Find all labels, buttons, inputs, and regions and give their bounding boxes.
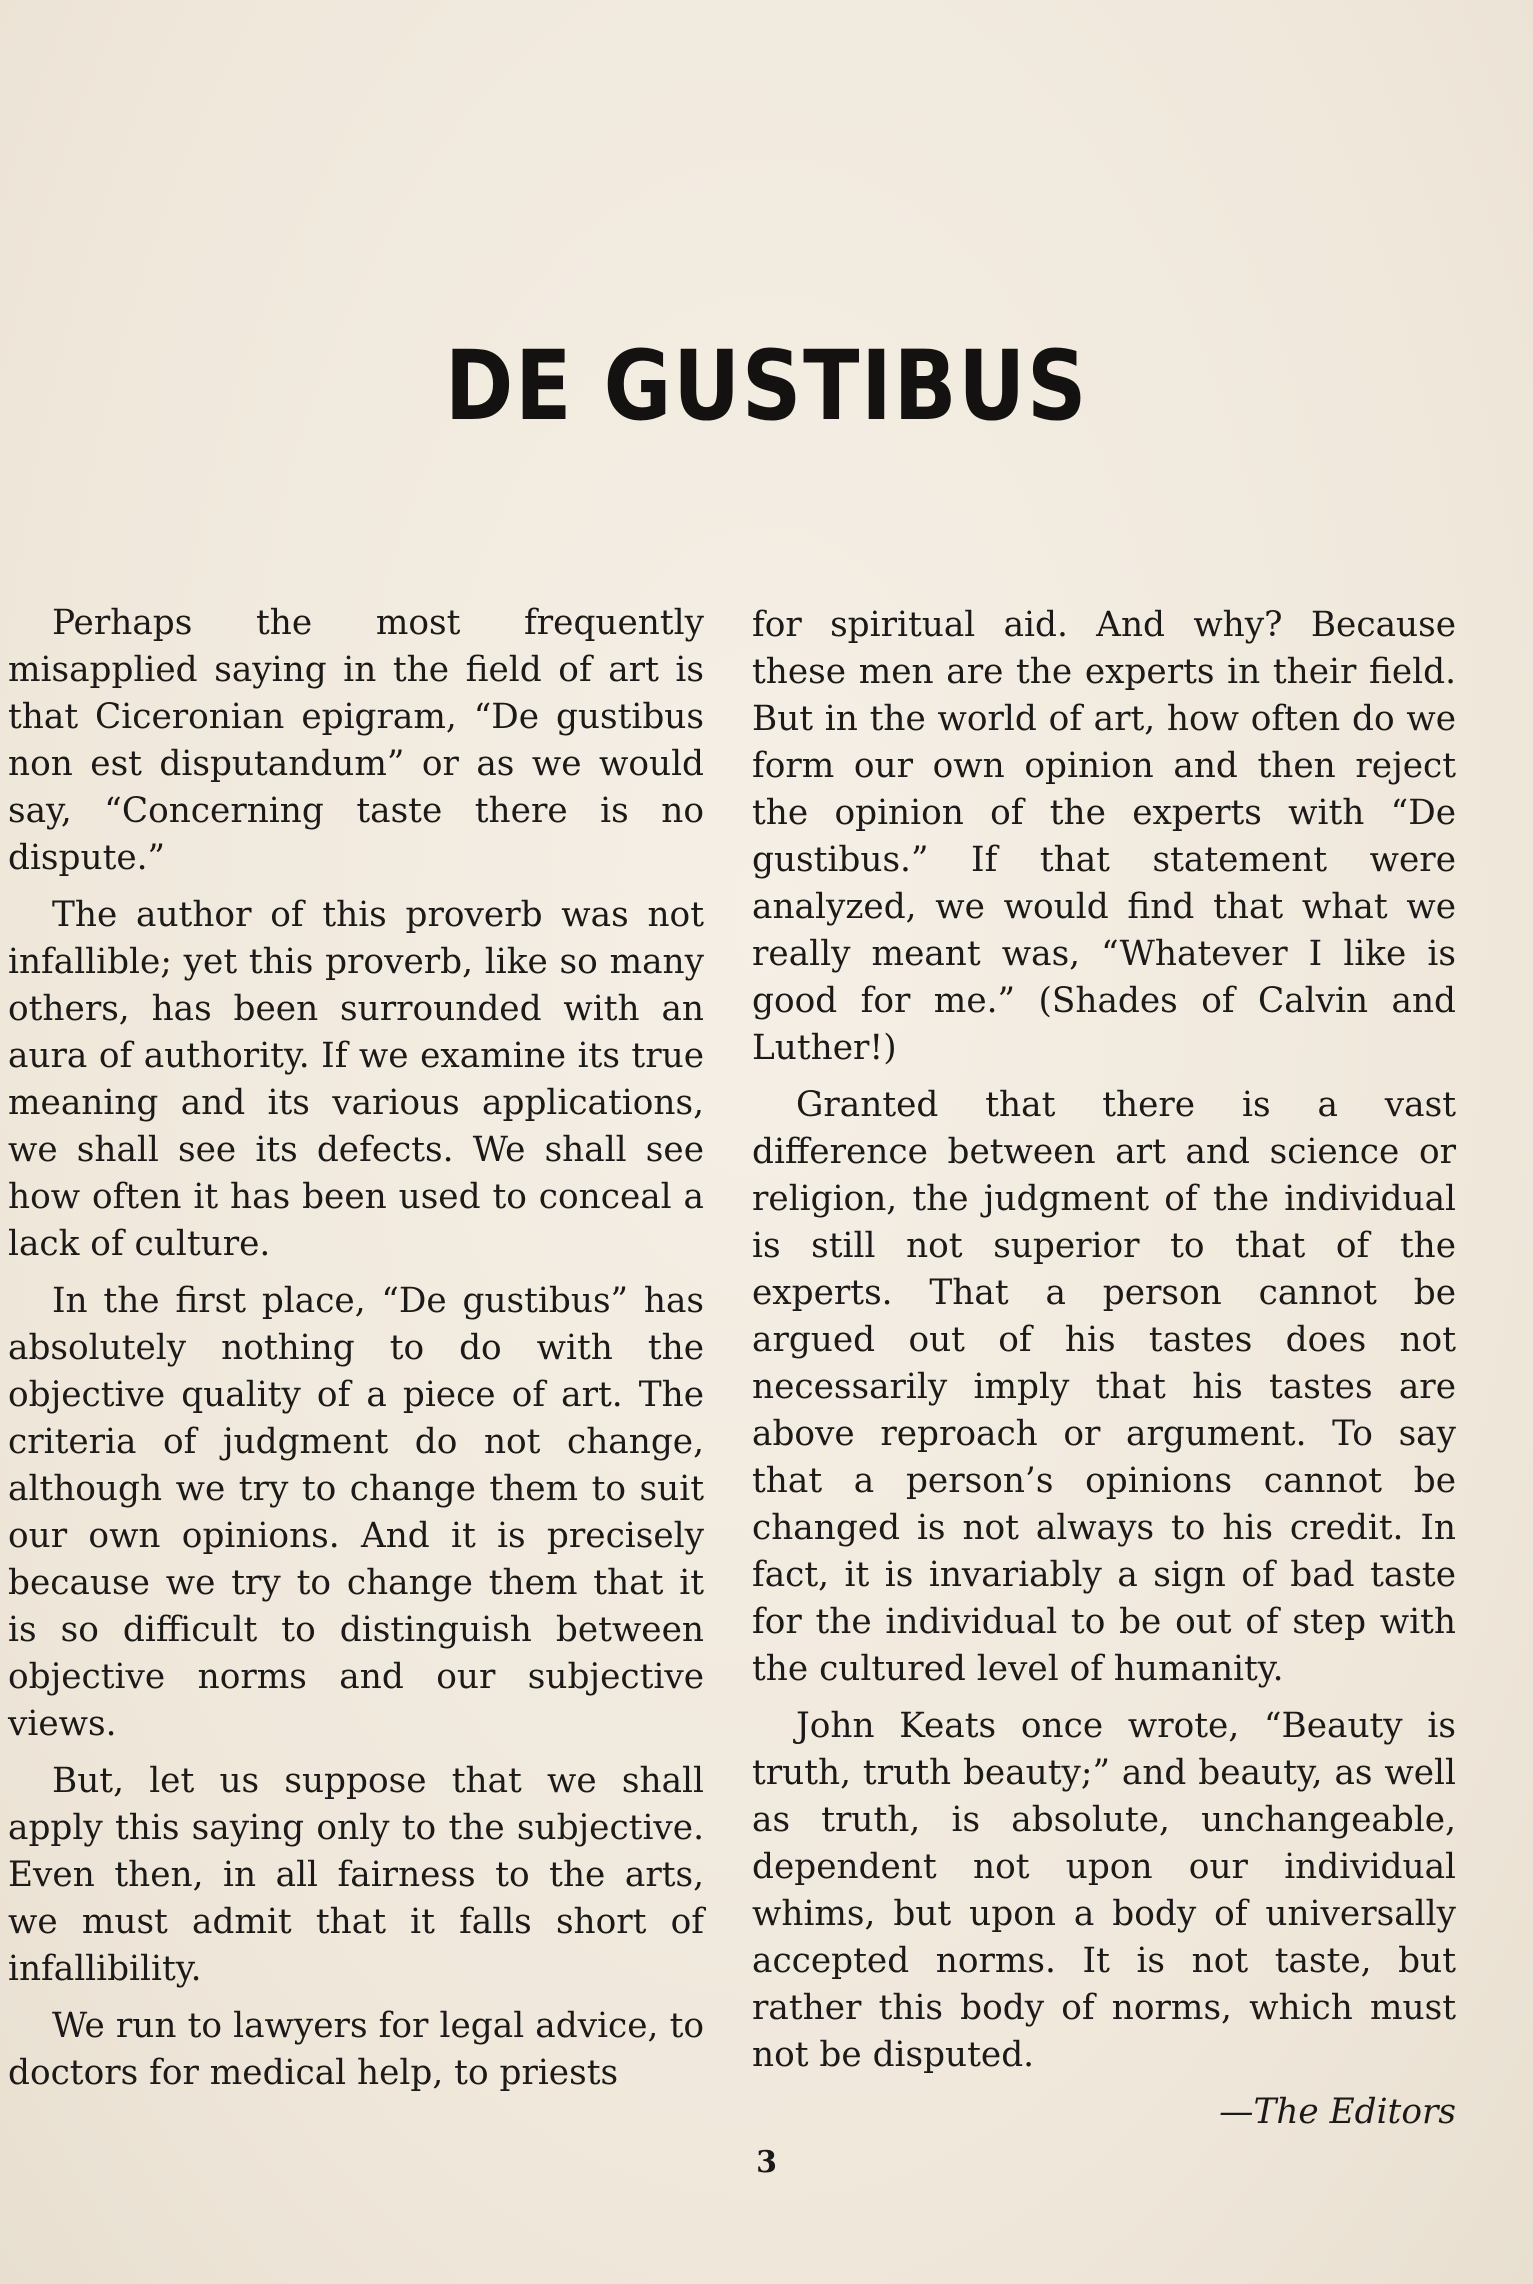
- paragraph: In the first place, “De gustibus” has absolutely nothing to do with the objective quality of a piece of art. The criteria of judgment do not change, although we try to change them to suit our own opinions. And it is precisely because we try to change them that it is so difficult to distinguish between objective norms and our subjective views.: [8, 1281, 704, 1744]
- article-title: DE GUSTIBUS: [444, 330, 1089, 442]
- signature: —The Editors: [1219, 2092, 1456, 2132]
- paragraph: Granted that there is a vast difference between art and science or religion, the judgment of the individual is still not superior to that of the experts. That a person cannot be argued out of his tastes does not necessarily imply that his tastes are above reproach or argument. To say that a person’s opinions cannot be changed is not always to his credit. In fact, it is invariably a sign of bad taste for the individual to be out of step with the cultured level of humanity.: [752, 1085, 1456, 1689]
- paragraph: John Keats once wrote, “Beauty is truth, truth beauty;” and beauty, as well as truth, is absolute, unchangeable, dependent not upon our individual whims, but upon a body of universally accepted norms. It is not taste, but rather this body of norms, which must not be disputed.: [752, 1706, 1456, 2075]
- left-column: [8, 600, 704, 2107]
- paragraph: We run to lawyers for legal advice, to doctors for medical help, to priests: [8, 2006, 704, 2093]
- page-number: 3: [756, 2145, 777, 2180]
- paragraph: Perhaps the most frequently misapplied saying in the field of art is that Ciceronian epigram, “De gustibus non est disputandum” or as we would say, “Concerning taste there is no dispute.”: [8, 603, 704, 878]
- paragraph: for spiritual aid. And why? Because these men are the experts in their field. But in the world of art, how often do we form our own opinion and then reject the opinion of the experts with “De gustibus.” If that statement were analyzed, we would find that what we really meant was, “Whatever I like is good for me.” (Shades of Calvin and Luther!): [752, 605, 1456, 1068]
- right-column: [752, 602, 1456, 2146]
- paragraph: But, let us suppose that we shall apply this saying only to the subjective. Even then, in all fairness to the arts, we must admit that it falls short of infallibility.: [8, 1761, 704, 1989]
- paragraph: The author of this proverb was not infallible; yet this proverb, like so many others, has been surrounded with an aura of authority. If we examine its true meaning and its various applications, we shall see its defects. We shall see how often it has been used to conceal a lack of culture.: [8, 895, 704, 1264]
